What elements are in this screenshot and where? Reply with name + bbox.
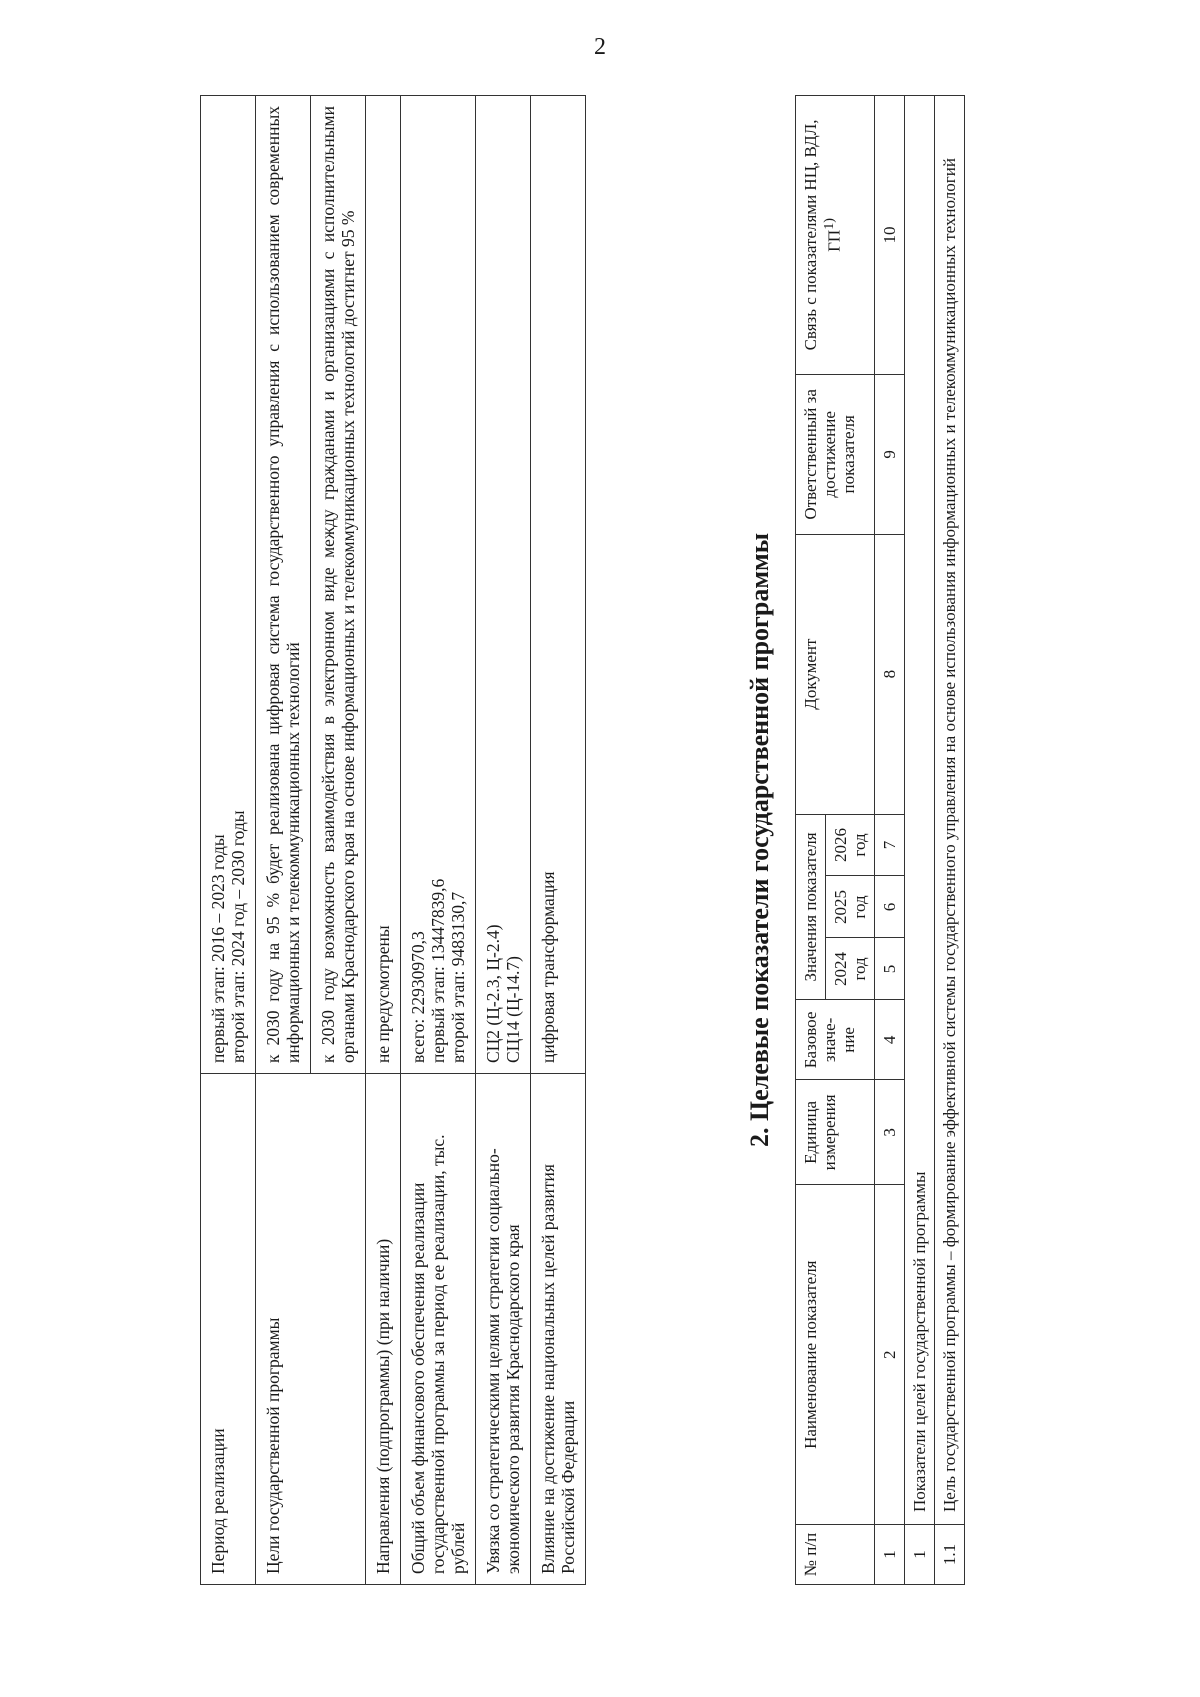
col-number: 5 (875, 938, 905, 1000)
indicators-table (795, 95, 965, 1585)
col-header-resp: Ответственный за достижение показателя (796, 374, 875, 534)
col-header-2025: 2025 год (826, 876, 875, 938)
col-header-name: Наименование показателя (796, 1185, 875, 1525)
column-number-row (875, 96, 905, 1585)
goal-row-text: Цель государственной программы – формирование эффективной системы государственного управления на основе использования информационных и телекоммуникационных технологий (935, 96, 965, 1525)
passport-label: Влияние на достижение национальных целей развития Российской Федерации (531, 1074, 586, 1585)
passport-label: Цели государственной программы (256, 1074, 366, 1585)
row-num: 1.1 (935, 1525, 965, 1585)
value-line: всего: 22930970,3 (408, 931, 428, 1063)
col-number: 10 (875, 96, 905, 375)
rotated-content (200, 95, 1200, 1585)
passport-value (366, 96, 401, 1074)
col-header-values: Значения показателя (796, 814, 826, 1000)
passport-row-influence (531, 96, 586, 1585)
page-number: 2 (594, 34, 606, 60)
passport-row-goals (256, 96, 311, 1585)
value-line: второй этап: 2024 год – 2030 годы (228, 810, 248, 1063)
passport-row-strategy (476, 96, 531, 1585)
passport-row-period (201, 96, 256, 1585)
passport-table (200, 95, 586, 1585)
col-header-unit: Единица измерения (796, 1080, 875, 1185)
section-row-text: Показатели целей государственной программы (905, 96, 935, 1525)
col-number: 1 (875, 1525, 905, 1585)
col-header-2024: 2024 год (826, 938, 875, 1000)
section-row (905, 96, 935, 1585)
value-line: второй этап: 9483130,7 (448, 891, 468, 1063)
passport-label: Направления (подпрограммы) (при наличии) (366, 1074, 401, 1585)
col-header-num: № п/п (796, 1525, 875, 1585)
col-header-link (796, 96, 875, 375)
passport-goal-2: к 2030 году возможность взаимодействия в электронном виде между гражданами и организациями с исполнительными органами Краснодарского края на основе информационных и телекоммуникационных технологий достигнет 95 % (311, 96, 366, 1074)
passport-value (401, 96, 476, 1074)
col-header-doc: Документ (796, 534, 875, 814)
col-header-2026: 2026 год (826, 814, 875, 876)
col-number: 6 (875, 876, 905, 938)
col-number: 2 (875, 1185, 905, 1525)
value-line: СЦ14 (Ц-14.7) (503, 956, 523, 1063)
passport-value (531, 96, 586, 1074)
col-header-link-text: Связь с показателями НЦ, ВДЛ, ГП (801, 119, 844, 351)
value-line: СЦ2 (Ц-2.3, Ц-2.4) (483, 924, 503, 1063)
value-line: первый этап: 2016 – 2023 годы (208, 834, 228, 1063)
col-header-base: Базовое значе-ние (796, 1000, 875, 1080)
value-line: не предусмотрены (373, 925, 393, 1063)
passport-value (476, 96, 531, 1074)
col-number: 4 (875, 1000, 905, 1080)
section-title: 2. Целевые показатели государственной программы (745, 532, 774, 1148)
row-num: 1 (905, 1525, 935, 1585)
passport-label: Общий объем финансового обеспечения реализации государственной программы за период ее реализации, тыс. рублей (401, 1074, 476, 1585)
goal-row (935, 96, 965, 1585)
passport-label: Увязка со стратегическими целями стратегии социально-экономического развития Краснодарского края (476, 1074, 531, 1585)
passport-value (201, 96, 256, 1074)
value-line: цифровая трансформация (538, 871, 558, 1063)
passport-row-directions (366, 96, 401, 1585)
passport-label: Период реализации (201, 1074, 256, 1585)
col-number: 3 (875, 1080, 905, 1185)
passport-row-finance (401, 96, 476, 1585)
col-number: 7 (875, 814, 905, 876)
header-row (796, 96, 826, 1585)
value-line: первый этап: 13447839,6 (428, 878, 448, 1063)
col-number: 9 (875, 374, 905, 534)
col-number: 8 (875, 534, 905, 814)
footnote-mark: 1) (821, 217, 837, 230)
passport-goal-1: к 2030 году на 95 % будет реализована цифровая система государственного управления с использованием современных информационных и телекоммуникационных технологий (256, 96, 311, 1074)
